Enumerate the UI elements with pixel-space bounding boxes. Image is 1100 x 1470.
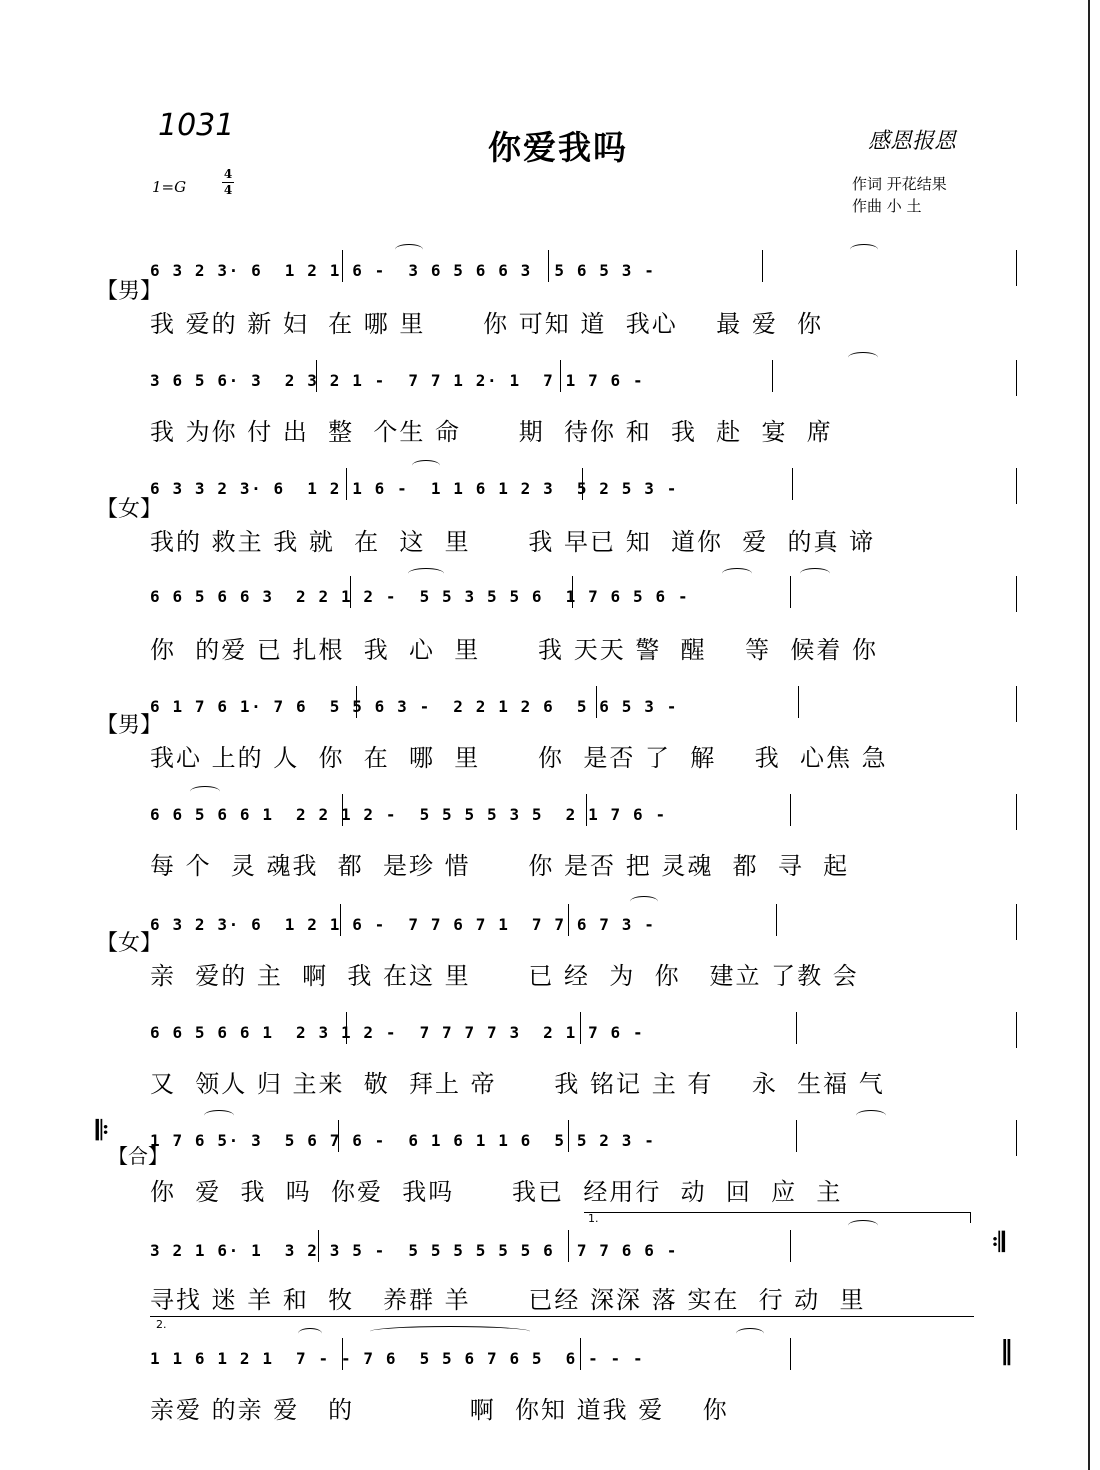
- lyrics-row: 我 为你 付 出 整 个生 命 期 待你 和 我 赴 宴 席: [150, 418, 833, 446]
- time-signature-bottom: 4: [223, 183, 233, 197]
- notation-row: [150, 248, 1020, 286]
- slur: [395, 244, 423, 255]
- key-signature: 1=G: [152, 178, 187, 196]
- barline: [568, 904, 569, 936]
- lyrics-row: 你 爱 我 吗 你爱 我吗 我已 经用行 动 回 应 主: [150, 1178, 843, 1206]
- barline: [568, 1230, 569, 1262]
- barline: [318, 1230, 319, 1262]
- lyrics-row: 每 个 灵 魂我 都 是珍 惜 你 是否 把 灵魂 都 寻 起: [150, 852, 850, 880]
- notation-text: 6 3 2 3· 6 1 2 1 6 - 3 6 5 6 6 3 5 6 5 3 -: [150, 261, 656, 280]
- volta-number-1: 1.: [588, 1212, 599, 1225]
- lyrics-row: 亲 爱的 主 啊 我 在这 里 已 经 为 你 建立 了教 会: [150, 962, 859, 990]
- barline: [790, 1338, 791, 1370]
- notation-text: 6 3 3 2 3· 6 1 2 1 6 - 1 1 6 1 2 3 5 2 5 3 -: [150, 479, 678, 498]
- notation-text: 6 3 2 3· 6 1 2 1 6 - 7 7 6 7 1 7 7 6 7 3 -: [150, 915, 656, 934]
- barline: [596, 686, 597, 718]
- repeat-start-mark: 𝄆: [96, 1116, 109, 1146]
- slur: [298, 1328, 322, 1339]
- slur: [370, 1326, 530, 1337]
- barline: [350, 576, 351, 608]
- notation-text: 1 7 6 5· 3 5 6 7 6 - 6 1 6 1 1 6 5 5 2 3 -: [150, 1131, 656, 1150]
- barline: [568, 1120, 569, 1152]
- credits: [852, 173, 947, 217]
- lyrics-row: 又 领人 归 主来 敬 拜上 帝 我 铭记 主 有 永 生福 气: [150, 1070, 885, 1098]
- slur: [736, 1328, 764, 1339]
- barline: [346, 1012, 347, 1044]
- barline: [792, 468, 793, 500]
- barline: [776, 904, 777, 936]
- notation-row: [150, 792, 1020, 830]
- barline: [340, 904, 341, 936]
- lyrics-row: 亲爱 的亲 爱 的 啊 你知 道我 爱 你: [150, 1396, 729, 1424]
- barline: [572, 576, 573, 608]
- lyricist-credit: 作词 开花结果: [852, 175, 947, 193]
- repeat-end-mark: 𝄇: [992, 1228, 1005, 1258]
- notation-row: [150, 1336, 1020, 1374]
- notation-row: [150, 902, 1020, 940]
- notation-row: [150, 684, 1020, 722]
- time-signature-top: 4: [223, 167, 233, 181]
- notation-text: 1 1 6 1 2 1 7 - - 7 6 5 5 6 7 6 5 6 - - -: [150, 1349, 645, 1368]
- barline: [762, 250, 763, 282]
- slur: [856, 1110, 886, 1121]
- lyrics-row: 你 的爱 已 扎根 我 心 里 我 天天 警 醒 等 候着 你: [150, 636, 878, 664]
- notation-row: [150, 466, 1020, 504]
- final-barline: ‖: [1000, 1336, 1013, 1366]
- slur: [800, 568, 830, 579]
- song-number: 1031: [158, 108, 235, 143]
- barline: [338, 1120, 339, 1152]
- notation-row: [150, 1118, 1020, 1156]
- lyrics-row: 寻找 迷 羊 和 牧 养群 羊 已经 深深 落 实在 行 动 里: [150, 1286, 866, 1314]
- barline: [1016, 904, 1017, 940]
- notation-row: [150, 1228, 1020, 1266]
- barline: [790, 576, 791, 608]
- barline: [1016, 1012, 1017, 1048]
- time-signature: [222, 168, 234, 197]
- barline: [580, 1012, 581, 1044]
- barline: [796, 1120, 797, 1152]
- barline: [342, 250, 343, 282]
- singer-label-together: 【合】: [108, 1144, 168, 1168]
- slur: [848, 1220, 878, 1231]
- singer-label-female: 【女】: [96, 497, 163, 522]
- notation-row: [150, 1010, 1020, 1048]
- notation-row: [150, 574, 1020, 612]
- slur: [630, 896, 658, 907]
- barline: [580, 1338, 581, 1370]
- barline: [342, 1338, 343, 1370]
- slur: [848, 352, 878, 363]
- barline: [796, 1012, 797, 1044]
- barline: [1016, 468, 1017, 504]
- song-title: 你爱我吗: [488, 128, 628, 167]
- barline: [790, 794, 791, 826]
- volta-number-2: 2.: [156, 1318, 167, 1331]
- singer-label-male: 【男】: [96, 713, 163, 738]
- barline: [316, 360, 317, 392]
- lyrics-row: 我 爱的 新 妇 在 哪 里 你 可知 道 我心 最 爱 你: [150, 310, 824, 338]
- lyrics-row: 我的 救主 我 就 在 这 里 我 早已 知 道你 爱 的真 谛: [150, 528, 876, 556]
- slur: [722, 568, 752, 579]
- notation-text: 6 6 5 6 6 1 2 3 1 2 - 7 7 7 7 3 2 1 7 6 -: [150, 1023, 645, 1042]
- barline: [342, 794, 343, 826]
- slur: [204, 1110, 234, 1121]
- barline: [548, 250, 549, 282]
- volta-bracket-2: [150, 1316, 974, 1327]
- collection-name: 感恩报恩: [868, 129, 957, 154]
- notation-text: 3 2 1 6· 1 3 2 3 5 - 5 5 5 5 5 5 6 7 7 6 6 -: [150, 1241, 678, 1260]
- barline: [790, 1230, 791, 1262]
- singer-label-male: 【男】: [96, 279, 163, 304]
- page-edge-line: [1088, 0, 1090, 1470]
- barline: [1016, 1120, 1017, 1156]
- barline: [586, 794, 587, 826]
- barline: [356, 686, 357, 718]
- singer-label-female: 【女】: [96, 931, 163, 956]
- slur: [408, 568, 444, 579]
- barline: [1016, 250, 1017, 286]
- notation-row: [150, 358, 1020, 396]
- barline: [346, 468, 347, 500]
- notation-text: 3 6 5 6· 3 2 3 2 1 - 7 7 1 2· 1 7 1 7 6 -: [150, 371, 645, 390]
- barline: [1016, 576, 1017, 612]
- notation-text: 6 6 5 6 6 3 2 2 1 2 - 5 5 3 5 5 6 1 7 6 5 6 -: [150, 587, 690, 606]
- barline: [582, 468, 583, 500]
- volta-bracket-1: [584, 1212, 971, 1223]
- barline: [772, 360, 773, 392]
- slur: [190, 786, 220, 797]
- barline: [798, 686, 799, 718]
- notation-text: 6 1 7 6 1· 7 6 5 5 6 3 - 2 2 1 2 6 5 6 5 3 -: [150, 697, 678, 716]
- slur: [412, 460, 440, 471]
- barline: [1016, 360, 1017, 396]
- barline: [560, 360, 561, 392]
- composer-credit: 作曲 小 土: [852, 197, 922, 215]
- barline: [1016, 686, 1017, 722]
- slur: [850, 244, 878, 255]
- notation-text: 6 6 5 6 6 1 2 2 1 2 - 5 5 5 5 3 5 2 1 7 6 -: [150, 805, 667, 824]
- barline: [1016, 794, 1017, 830]
- lyrics-row: 我心 上的 人 你 在 哪 里 你 是否 了 解 我 心焦 急: [150, 744, 888, 772]
